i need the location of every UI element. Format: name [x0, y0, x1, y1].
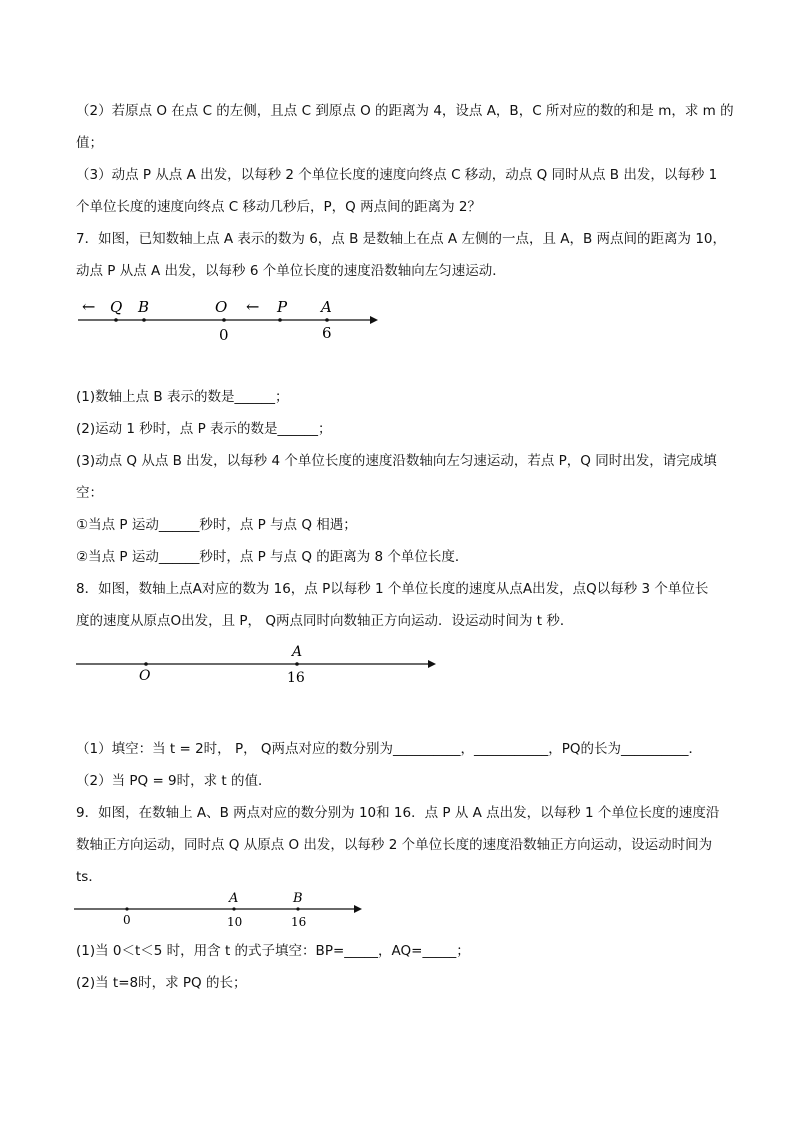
q8-point-o	[144, 662, 148, 666]
q7-point-p	[278, 318, 282, 322]
q8-stem-line2: 度的速度从原点O出发，且 P， Q两点同时向数轴正方向运动．设运动时间为 t 秒．	[76, 613, 574, 629]
q7-tick-label-6: 6	[322, 324, 332, 342]
q9-label-b: B	[293, 891, 303, 906]
q7-part3-line2: 空：	[76, 485, 103, 501]
q7-tick-label-0: 0	[219, 326, 229, 344]
q9-part2: (2)当 t=8时，求 PQ 的长；	[76, 975, 247, 991]
q9-point-a	[232, 907, 235, 910]
q7-point-q	[114, 318, 118, 322]
q7-arrow-q: ←	[82, 297, 96, 316]
q7-point-a	[325, 318, 329, 322]
q9-label-a: A	[229, 891, 239, 906]
q9-point-b	[296, 907, 299, 910]
q9-tick-label-0: 0	[123, 913, 131, 927]
q6-part2-line1: （2）若原点 O 在点 C 的左侧，且点 C 到原点 O 的距离为 4，设点 A，B，C 所对应的数的和是 m，求 m 的	[76, 103, 734, 119]
q9-axis-arrowhead	[354, 905, 362, 913]
q7-point-o	[222, 318, 226, 322]
q8-axis-arrowhead	[428, 660, 436, 668]
q7-stem-line2: 动点 P 从点 A 出发，以每秒 6 个单位长度的速度沿数轴向左匀速运动．	[76, 263, 506, 279]
q7-part1: (1)数轴上点 B 表示的数是______；	[76, 389, 289, 405]
q8-label-a: A	[292, 644, 303, 660]
q9-tick-label-16: 16	[291, 915, 307, 929]
q9-number-line-figure	[74, 888, 374, 934]
q8-part2: （2）当 PQ = 9时，求 t 的值．	[76, 773, 272, 789]
q7-label-p: P	[277, 298, 288, 316]
q9-stem-line2: 数轴正方向运动，同时点 Q 从原点 O 出发，以每秒 2 个单位长度的速度沿数轴正方向运动，设运动时间为	[76, 837, 713, 853]
q7-label-b: B	[138, 298, 150, 316]
q6-part3-line1: （3）动点 P 从点 A 出发，以每秒 2 个单位长度的速度向终点 C 移动，动点 Q 同时从点 B 出发，以每秒 1	[76, 167, 718, 183]
q9-point-o	[125, 907, 128, 910]
q7-label-o: O	[215, 298, 228, 316]
q7-number-line-figure	[76, 292, 386, 348]
q6-part2-line2: 值；	[76, 135, 103, 151]
q7-point-b	[142, 318, 146, 322]
q7-label-a: A	[321, 298, 332, 316]
q8-part1: （1）填空：当 t = 2时， P， Q两点对应的数分别为__________，___________，PQ的长为__________．	[76, 741, 703, 757]
q9-tick-label-10: 10	[227, 915, 243, 929]
q7-part3-sub1: ①当点 P 运动______秒时，点 P 与点 Q 相遇；	[76, 517, 357, 533]
q8-label-o: O	[139, 668, 151, 684]
q7-part3-line1: (3)动点 Q 从点 B 出发，以每秒 4 个单位长度的速度沿数轴向左匀速运动，若点 P，Q 同时出发，请完成填	[76, 453, 717, 469]
q6-part3-line2: 个单位长度的速度向终点 C 移动几秒后，P，Q 两点间的距离为 2？	[76, 199, 481, 215]
q7-label-q: Q	[110, 298, 123, 316]
q9-stem-line1: 9．如图，在数轴上 A、B 两点对应的数分别为 10和 16．点 P 从 A 点出发，以每秒 1 个单位长度的速度沿	[76, 805, 720, 821]
q9-part1: (1)当 0＜t＜5 时，用含 t 的式子填空：BP=_____，AQ=_____；	[76, 943, 470, 959]
q7-part3-sub2: ②当点 P 运动______秒时，点 P 与点 Q 的距离为 8 个单位长度．	[76, 549, 469, 565]
q7-stem-line1: 7．如图，已知数轴上点 A 表示的数为 6，点 B 是数轴上在点 A 左侧的一点，且 A，B 两点间的距离为 10，	[76, 231, 726, 247]
q8-number-line-figure	[76, 640, 446, 690]
q8-stem-line1: 8．如图，数轴上点A对应的数为 16，点 P以每秒 1 个单位长度的速度从点A出发，点Q以每秒 3 个单位长	[76, 581, 709, 597]
q8-tick-label-16: 16	[287, 670, 305, 686]
q8-point-a	[295, 662, 299, 666]
q7-arrow-p: ←	[246, 297, 260, 316]
q9-stem-line3: ts．	[76, 869, 102, 885]
q7-axis-arrowhead	[370, 316, 378, 324]
q7-part2: (2)运动 1 秒时，点 P 表示的数是______；	[76, 421, 332, 437]
